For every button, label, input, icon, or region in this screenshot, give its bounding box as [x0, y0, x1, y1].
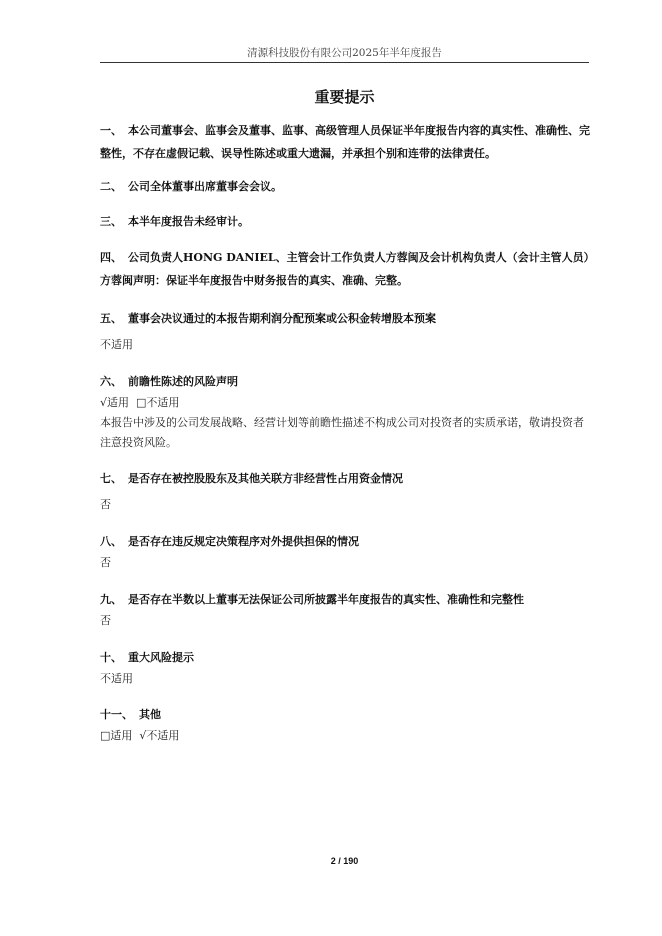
page-number: 2 / 190	[330, 856, 359, 866]
section-9	[100, 588, 590, 631]
section-heading: 是否存在被控股股东及其他关联方非经营性占用资金情况	[128, 472, 403, 485]
page-header: 清源科技股份有限公司2025年半年度报告	[247, 47, 442, 59]
section-10	[100, 646, 590, 689]
section-heading: 重大风险提示	[128, 651, 194, 664]
section-heading: 其他	[139, 708, 161, 721]
section-number: 四、	[100, 251, 122, 264]
section-number: 五、	[100, 312, 122, 325]
section-heading: 前瞻性陈述的风险声明	[128, 375, 238, 388]
page-title: 重要提示	[314, 88, 375, 106]
section-number: 二、	[100, 180, 122, 193]
applicability-checkbox: √适用 □不适用	[100, 396, 180, 409]
section-11	[100, 703, 590, 746]
section-number: 十、	[100, 651, 122, 664]
section-body: 不适用	[100, 672, 133, 685]
section-body: 否	[100, 614, 111, 627]
section-7	[100, 467, 590, 515]
section-heading: 是否存在半数以上董事无法保证公司所披露半年度报告的真实性、准确性和完整性	[128, 593, 524, 606]
section-8	[100, 530, 590, 573]
section-heading: 本半年度报告未经审计。	[128, 215, 249, 228]
section-heading: 董事会决议通过的本报告期利润分配预案或公积金转增股本预案	[128, 312, 436, 325]
section-heading: 公司全体董事出席董事会会议。	[128, 180, 282, 193]
section-body: 否	[100, 498, 111, 511]
section-3	[100, 210, 590, 233]
section-6	[100, 370, 590, 453]
section-1	[100, 119, 590, 165]
section-number: 六、	[100, 375, 122, 388]
section-number: 十一、	[100, 708, 133, 721]
section-heading: 是否存在违反规定决策程序对外提供担保的情况	[128, 535, 359, 548]
section-4	[100, 246, 590, 292]
section-body: 否	[100, 556, 111, 569]
section-number: 一、	[100, 124, 122, 137]
header-rule	[100, 62, 589, 63]
applicability-checkbox: □适用 √不适用	[100, 729, 180, 742]
section-number: 七、	[100, 472, 122, 485]
section-heading: 本公司董事会、监事会及董事、监事、高级管理人员保证半年度报告内容的真实性、准确性、完整性，不存在虚假记载、误导性陈述或重大遗漏，并承担个别和连带的法律责任。	[100, 124, 590, 160]
section-body: 本报告中涉及的公司发展战略、经营计划等前瞻性描述不构成公司对投资者的实质承诺，敬请投资者注意投资风险。	[100, 416, 584, 449]
section-2	[100, 175, 590, 198]
section-5	[100, 307, 590, 355]
section-number: 九、	[100, 593, 122, 606]
section-number: 八、	[100, 535, 122, 548]
section-heading: 公司负责人HONG DANIEL、主管会计工作负责人方蓉闽及会计机构负责人（会计主管人员）方蓉闽声明：保证半年度报告中财务报告的真实、准确、完整。	[100, 251, 590, 287]
section-number: 三、	[100, 215, 122, 228]
section-body: 不适用	[100, 338, 133, 351]
